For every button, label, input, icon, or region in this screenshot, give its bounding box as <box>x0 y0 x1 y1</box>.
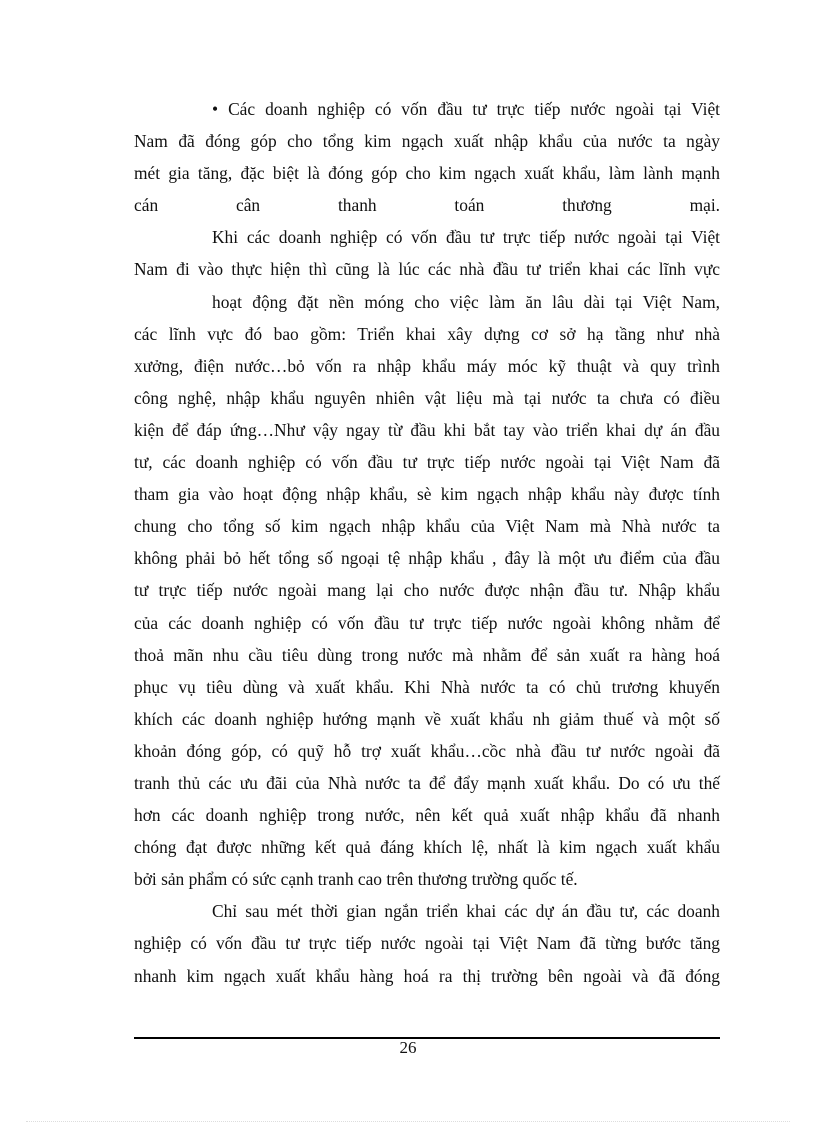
text-line: tư, các doanh nghiệp có vốn đầu tư trực tiếp nước ngoài tại Việt Nam đã <box>134 452 720 473</box>
text-line: mét gia tăng, đặc biệt là đóng góp cho kim ngạch xuất khẩu, làm lành mạnh <box>134 163 720 184</box>
text-line: khoản đóng góp, có quỹ hỗ trợ xuất khẩu…cồc nhà đầu tư nước ngoài đã <box>134 740 720 761</box>
text-line: Nam đã đóng góp cho tổng kim ngạch xuất nhập khẩu của nước ta ngày <box>134 131 720 152</box>
text-line: thoả mãn nhu cầu tiêu dùng trong nước mà nhằm để sản xuất ra hàng hoá <box>134 644 720 665</box>
text-line: chung cho tổng số kim ngạch nhập khẩu của Việt Nam mà Nhà nước ta <box>134 516 720 537</box>
text-line: bởi sản phẩm có sức cạnh tranh cao trên thương trường quốc tế. <box>134 869 578 890</box>
text-line: nghiệp có vốn đầu tư trực tiếp nước ngoài tại Việt Nam đã từng bước tăng <box>134 933 720 954</box>
text-line: khích các doanh nghiệp hướng mạnh về xuất khẩu nh giảm thuế và một số <box>134 708 720 729</box>
text-line: • Các doanh nghiệp có vốn đầu tư trực tiếp nước ngoài tại Việt <box>212 99 720 119</box>
text-line: xưởng, điện nước…bỏ vốn ra nhập khẩu máy móc kỹ thuật và quy trình <box>134 355 720 376</box>
text-line: tranh thủ các ưu đãi của Nhà nước ta để đẩy mạnh xuất khẩu. Do có ưu thế <box>134 772 720 793</box>
text-line: tư trực tiếp nước ngoài mang lại cho nước được nhận đầu tư. Nhập khẩu <box>134 580 720 601</box>
text-line: các lĩnh vực đó bao gồm: Triển khai xây dựng cơ sở hạ tầng như nhà <box>134 323 720 344</box>
text-line: Nam đi vào thực hiện thì cũng là lúc các nhà đầu tư triển khai các lĩnh vực <box>134 259 720 280</box>
body-text <box>134 93 720 992</box>
text-line: cán cân thanh toán thương mại. <box>134 195 720 216</box>
text-line: Chỉ sau mét thời gian ngắn triển khai các dự án đầu tư, các doanh <box>212 901 720 922</box>
text-line: kiện để đáp ứng…Như vậy ngay từ đầu khi bắt tay vào triển khai dự án đầu <box>134 419 720 440</box>
text-line: Khi các doanh nghiệp có vốn đầu tư trực tiếp nước ngoài tại Việt <box>212 227 720 248</box>
page-bottom-dotted-border <box>26 1121 790 1122</box>
text-line: phục vụ tiêu dùng và xuất khẩu. Khi Nhà nước ta có chủ trương khuyến <box>134 676 720 697</box>
text-line: không phải bỏ hết tổng số ngoại tệ nhập khẩu , đây là một ưu điểm của đầu <box>134 548 720 569</box>
text-line: hoạt động đặt nền móng cho việc làm ăn lâu dài tại Việt Nam, <box>212 291 720 312</box>
page-number: 26 <box>399 1038 417 1057</box>
text-line: chóng đạt được những kết quả đáng khích lệ, nhất là kim ngạch xuất khẩu <box>134 837 720 858</box>
text-line: nhanh kim ngạch xuất khẩu hàng hoá ra thị trường bên ngoài và đã đóng <box>134 965 720 986</box>
text-line: tham gia vào hoạt động nhập khẩu, sè kim ngạch nhập khẩu này được tính <box>134 484 720 505</box>
text-line: hơn các doanh nghiệp trong nước, nên kết quả xuất nhập khẩu đã nhanh <box>134 805 720 826</box>
text-line: của các doanh nghiệp có vốn đầu tư trực tiếp nước ngoài không nhằm để <box>134 612 720 633</box>
text-line: công nghệ, nhập khẩu nguyên nhiên vật liệu mà tại nước ta chưa có điều <box>134 387 720 408</box>
